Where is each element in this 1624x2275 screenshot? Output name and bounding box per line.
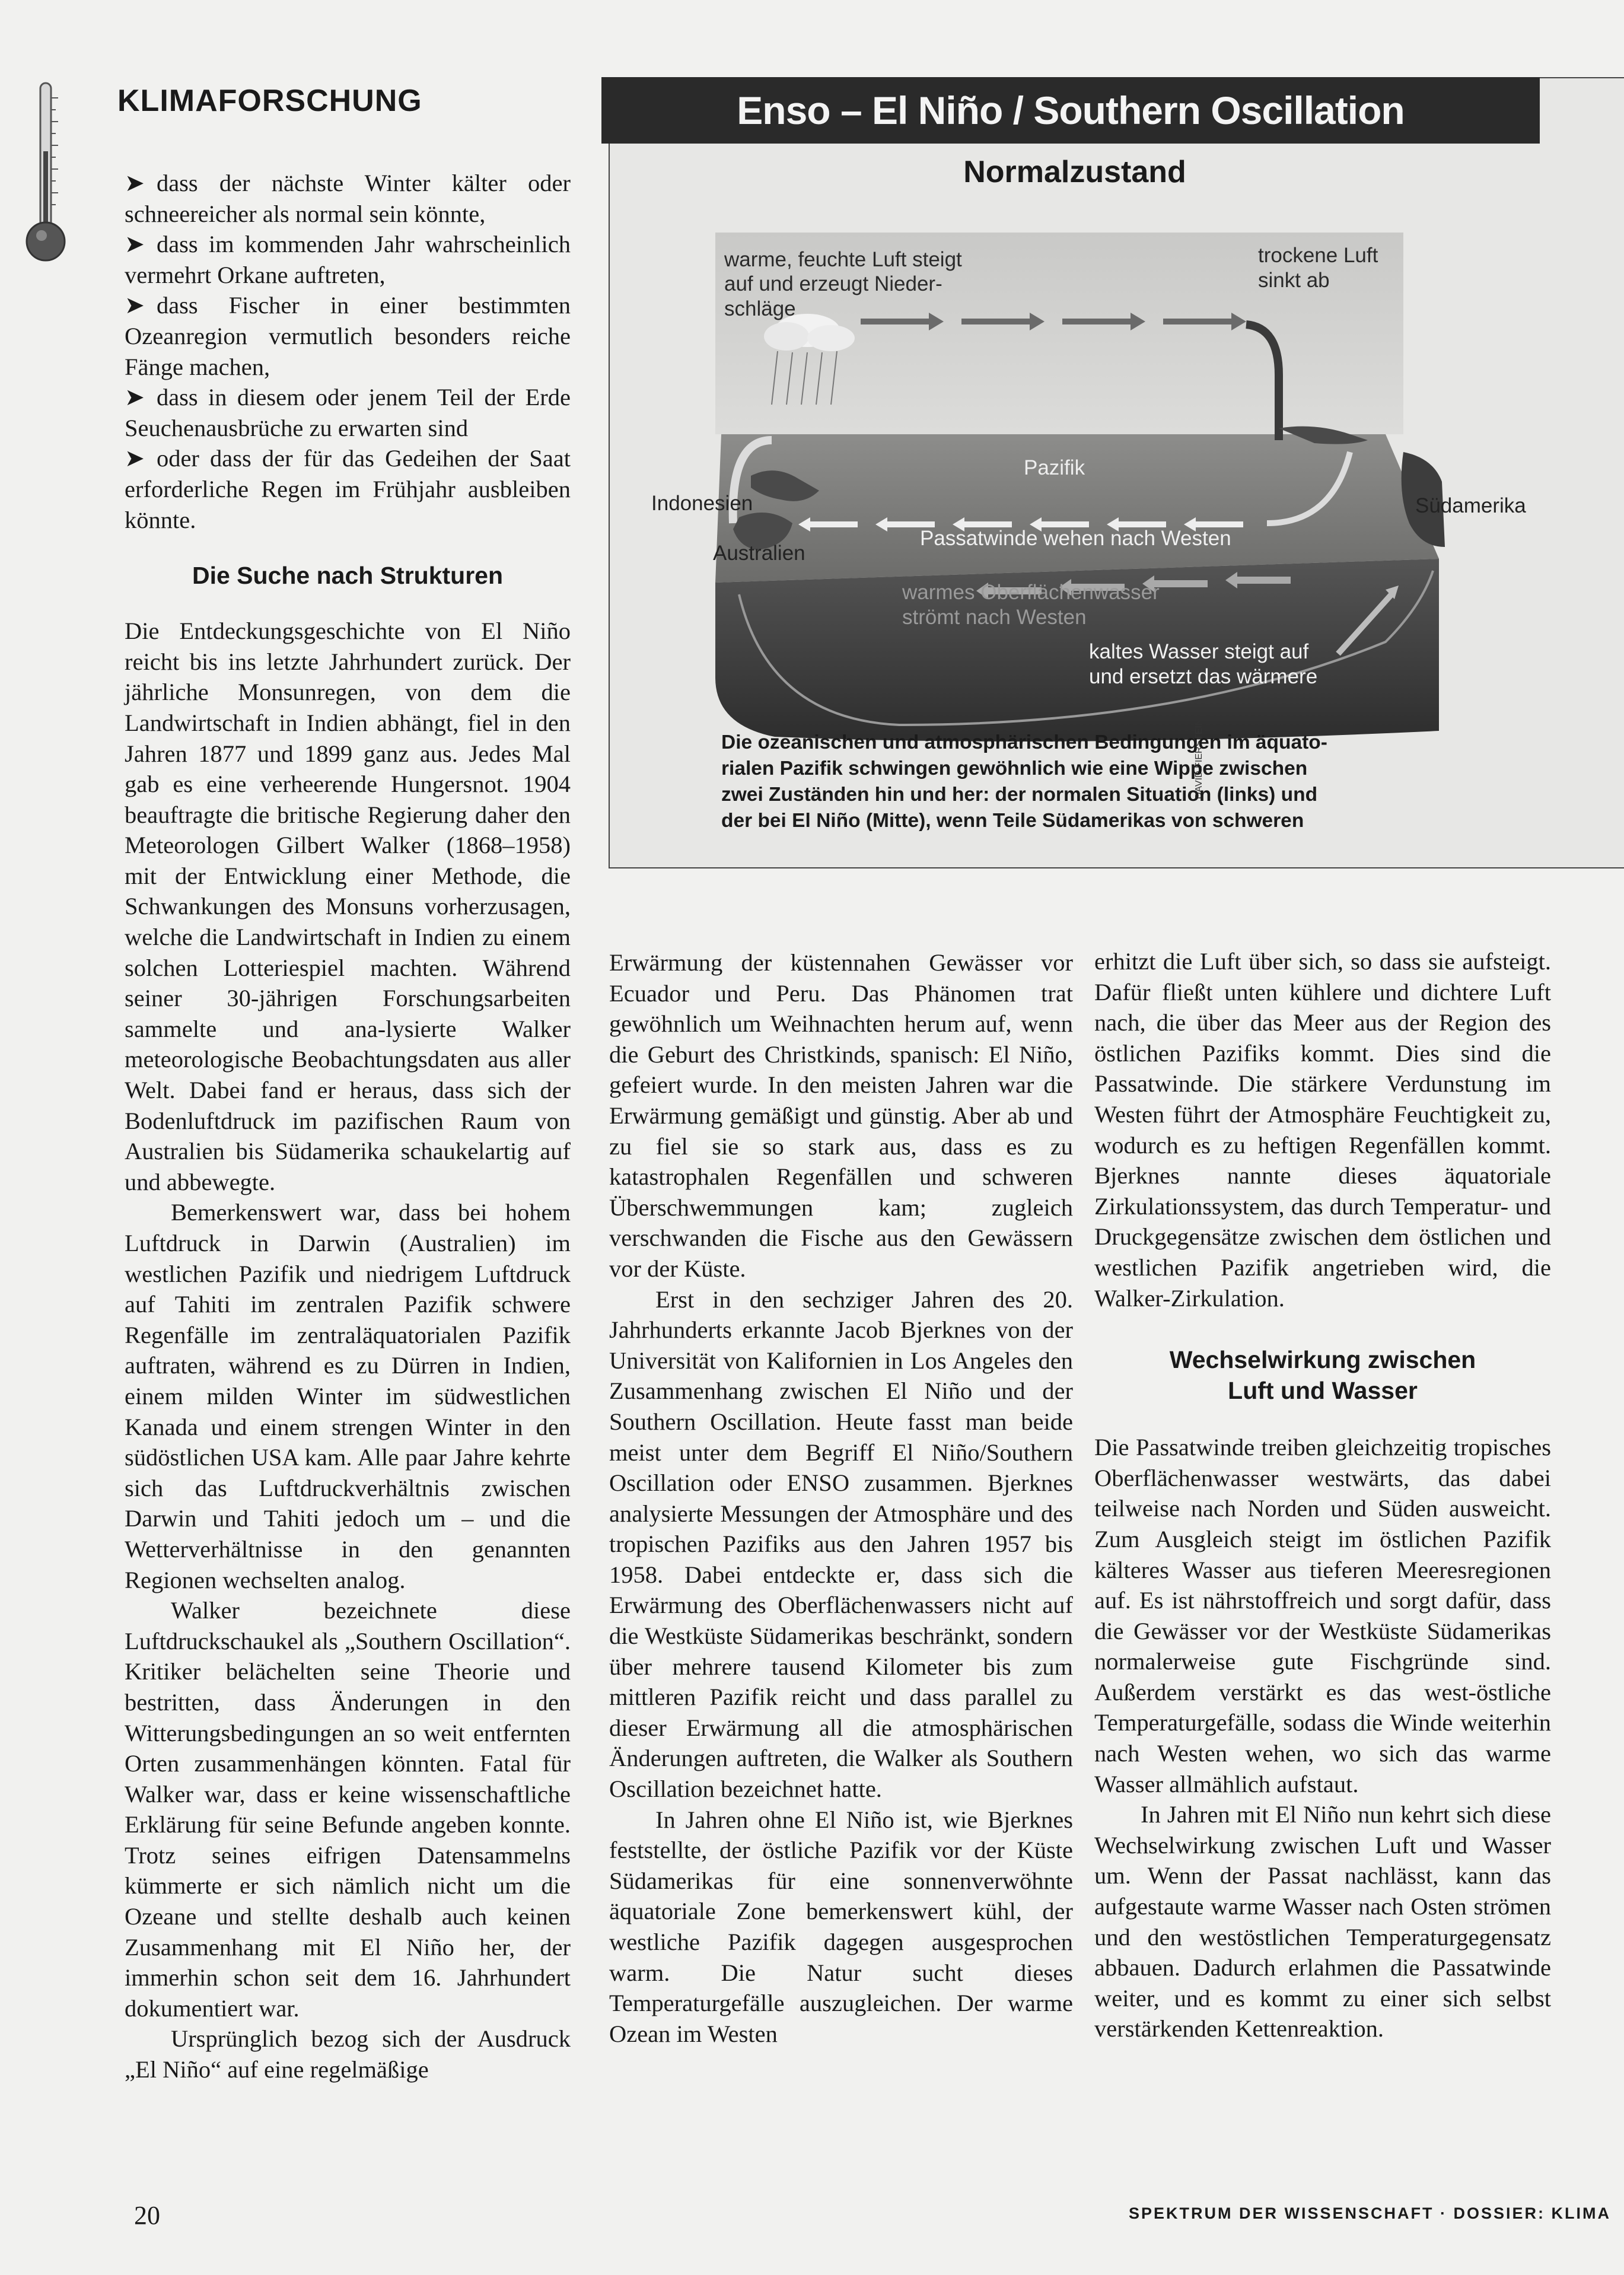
arrow-bullet-icon: ➤: [125, 292, 145, 319]
figure-caption: [721, 730, 1403, 834]
label-cold-water-1: kaltes Wasser steigt auf: [1089, 640, 1309, 663]
label-dry-air-2: sinkt ab: [1258, 269, 1330, 292]
label-south-america: Südamerika: [1415, 494, 1526, 517]
paragraph: In Jahren mit El Niño nun kehrt sich diese Wechselwirkung zwischen Luft und Wasser um. Wenn der Passat nachlässt, kann das aufgestaute warme Wasser nach Osten strömen und den westöstlichen Temperaturgegensatz abbauen. Dadurch erlahmen die Passatwinde weiter, und es kommt zu einer sich selbst verstärkenden Kettenreaktion.: [1094, 1801, 1551, 2042]
caption-line: zwei Zuständen hin und her: der normalen Situation (links) und: [721, 784, 1318, 806]
label-trade-winds: Passatwinde wehen nach Westen: [920, 527, 1231, 550]
label-warm-air-1: warme, feuchte Luft steigt: [724, 248, 962, 271]
arrow-bullet-icon: ➤: [125, 231, 145, 258]
article-column-1: [125, 168, 571, 2085]
paragraph: Walker bezeichnete diese Luftdruckschaukel als „Southern Oscillation“. Kritiker belächelten seine Theorie und bestritten, dass Änderungen in den Witterungsbedingungen an so weit entfernten Orten zusammenhängen könnten. Fatal für Walker war, dass er keine wissenschaftliche Erklärung für seine Befunde angeben konnte. Trotz seines eifrigen Datensammelns kümmerte er sich nämlich nicht um die Ozeane und stellte deshalb auch keinen Zusammenhang mit El Niño her, der immerhin schon seit dem 16. Jahrhundert dokumentiert war.: [125, 1597, 571, 2022]
bullet-item: ➤ dass in diesem oder jenem Teil der Erde Seuchenausbrüche zu erwarten sind: [125, 382, 571, 443]
subheading-structures: Die Suche nach Strukturen: [192, 562, 503, 590]
label-warm-water-1: warmes Oberflächenwasser: [902, 581, 1160, 604]
paragraph: In Jahren ohne El Niño ist, wie Bjerknes feststellte, der östliche Pazifik vor der Küste Südamerikas für eine sonnenverwöhnte äquatoriale Zone bemerkenswert kühl, der westliche Pazifik dagegen ausgesprochen warm. Die Natur sucht dieses Temperaturgefälle auszugleichen. Der warme Ozean im Westen: [609, 1806, 1073, 2047]
paragraph: Die Passatwinde treiben gleichzeitig tropisches Oberflächenwasser westwärts, das dabei teilweise nach Norden und Süden ausweicht. Zum Ausgleich steigt im östlichen Pazifik kälteres Wasser aus tieferen Meeresregionen auf. Es ist nährstoffreich und sorgt dafür, dass die Gewässer vor der Westküste Südamerikas normalerweise gute Fischgründe sind. Außerdem verstärkt es das west-östliche Temperaturgefälle, sodass die Winde weiterhin nach Westen wehen, wo sich das warme Wasser allmählich aufstaut.: [1094, 1434, 1551, 1797]
figure-title: Enso – El Niño / Southern Oscillation: [737, 88, 1405, 132]
label-warm-air-3: schläge: [724, 297, 796, 320]
caption-line: der bei El Niño (Mitte), wenn Teile Südamerikas von schweren: [721, 810, 1304, 832]
arrow-bullet-icon: ➤: [125, 170, 145, 196]
paragraph: Ursprünglich bezog sich der Ausdruck „El Niño“ auf eine regelmäßige: [125, 2025, 571, 2083]
thermometer-icon: [19, 80, 72, 270]
paragraph: Die Entdeckungsgeschichte von El Niño reicht bis ins letzte Jahrhundert zurück. Der jährliche Monsunregen, von dem die Landwirtschaft in Indien abhängt, fiel in den Jahren 1877 und 1899 ganz aus. Jedes Mal gab es eine verheerende Hungersnot. 1904 beauftragte die britische Regierung daher den Meteorologen Gilbert Walker (1868–1958) mit der Entwicklung einer Methode, die Schwankungen des Monsuns vorherzusagen, welche die Landwirtschaft in Indien zu einem solchen Lotteriespiel machten. Während seiner 30-jährigen Forschungsarbeiten sammelte und ana-lysierte Walker meteorologische Beobachtungsdaten aus aller Welt. Dabei fand er heraus, dass sich der Bodenluftdruck im pazifischen Raum von Australien bis Südamerika schaukelartig auf und abbewegte.: [125, 618, 571, 1195]
figure-title-bar: [601, 77, 1540, 144]
footer-publication: SPEKTRUM DER WISSENSCHAFT · DOSSIER: KLIMA: [1129, 2204, 1612, 2222]
paragraph: Erst in den sechziger Jahren des 20. Jahrhunderts erkannte Jacob Bjerknes von der Universität von Kalifornien in Los Angeles den Zusammenhang zwischen El Niño und der Southern Oscillation. Heute fasst man beide meist unter dem Begriff El Niño/Southern Oscillation oder ENSO zusammen. Bjerknes analysierte Messungen der Atmosphäre und des tropischen Pazifiks aus den Jahren 1957 bis 1958. Dabei entdeckte er, dass sich die Erwärmung des Oberflächenwassers nicht auf die Westküste Südamerikas beschränkt, sondern über mehrere tausend Kilometer bis zum mittleren Pazifik reicht und dass parallel zu dieser Erwärmung all die atmosphärischen Änderungen auftreten, die Walker als Southern Oscillation bezeichnet hatte.: [609, 1286, 1073, 1803]
bullet-item: ➤ oder dass der für das Gedeihen der Saat erforderliche Regen im Frühjahr ausbleiben könnte.: [125, 443, 571, 535]
label-warm-air-2: auf und erzeugt Nieder-: [724, 272, 942, 295]
page-number: 20: [134, 2201, 160, 2230]
paragraph: erhitzt die Luft über sich, so dass sie aufsteigt. Dafür fließt unten kühlere und dichtere Luft nach, die über das Meer aus der Region des östlichen Pazifiks kommt. Dies sind die Passatwinde. Die stärkere Verdunstung im Westen führt der Atmosphäre Feuchtigkeit zu, wodurch es zu heftigen Regenfällen kommt. Bjerknes nannte dieses äquatoriale Zirkulationssystem, das durch Temperatur- und Druckgegensätze zwischen dem östlichen und westlichen Pazifik angetrieben wird, die Walker-Zirkulation.: [1094, 948, 1551, 1312]
credit-text: DAVID FIERSTEIN: [1194, 718, 1204, 799]
label-dry-air-1: trockene Luft: [1258, 244, 1378, 267]
caption-line: rialen Pazifik schwingen gewöhnlich wie eine Wippe zwischen: [721, 758, 1308, 779]
article-column-2: [609, 947, 1073, 2049]
ocean-circulation-diagram: [650, 227, 1526, 761]
article-column-3: [1094, 946, 1551, 2044]
paragraph: Erwärmung der küstennahen Gewässer vor Ecuador und Peru. Das Phänomen trat gewöhnlich um Weihnachten herum auf, wenn die Geburt des Christkinds, spanisch: El Niño, gefeiert wurde. In den meisten Jahren war die Erwärmung gemäßigt und günstig. Aber ab und zu fiel sie so stark aus, dass es zu katastrophalen Regenfällen und schweren Überschwemmungen kam; zugleich verschwanden die Fische aus den Gewässern vor der Küste.: [609, 949, 1073, 1282]
bullet-item: ➤ dass Fischer in einer bestimmten Ozeanregion vermutlich besonders reiche Fänge machen,: [125, 290, 571, 382]
subheading-interaction-line-2: Luft und Wasser: [1228, 1377, 1418, 1405]
arrow-bullet-icon: ➤: [125, 384, 145, 411]
label-cold-water-2: und ersetzt das wärmere: [1089, 665, 1318, 688]
figure-subtitle: Normalzustand: [963, 155, 1186, 189]
label-warm-water-2: strömt nach Westen: [902, 606, 1087, 629]
label-pacific: Pazifik: [1024, 456, 1085, 479]
bullet-item: ➤ dass der nächste Winter kälter oder schneereicher als normal sein könnte,: [125, 168, 571, 229]
bullet-item: ➤ dass im kommenden Jahr wahrscheinlich vermehrt Orkane auftreten,: [125, 229, 571, 290]
label-australia: Australien: [713, 542, 805, 565]
subheading-interaction-line-1: Wechselwirkung zwischen: [1169, 1346, 1476, 1374]
label-indonesia: Indonesien: [651, 492, 753, 515]
section-label: KLIMAFORSCHUNG: [117, 84, 422, 118]
paragraph: Bemerkenswert war, dass bei hohem Luftdruck in Darwin (Australien) im westlichen Pazifik und niedrigem Luftdruck auf Tahiti im zentralen Pazifik schwere Regenfälle im zentraläquatorialen Pazifik auftraten, während es zu Dürren in Indien, einem milden Winter im südwestlichen Kanada und einem strengen Winter in den südöstlichen USA kam. Alle paar Jahre kehrte sich das Luftdruckverhältnis zwischen Darwin und Tahiti jedoch um – und die Wetterverhältnisse in den genannten Regionen wechselten analog.: [125, 1199, 571, 1593]
arrow-bullet-icon: ➤: [125, 445, 145, 472]
caption-line: Die ozeanischen und atmosphärischen Bedingungen im äquato-: [721, 731, 1327, 753]
